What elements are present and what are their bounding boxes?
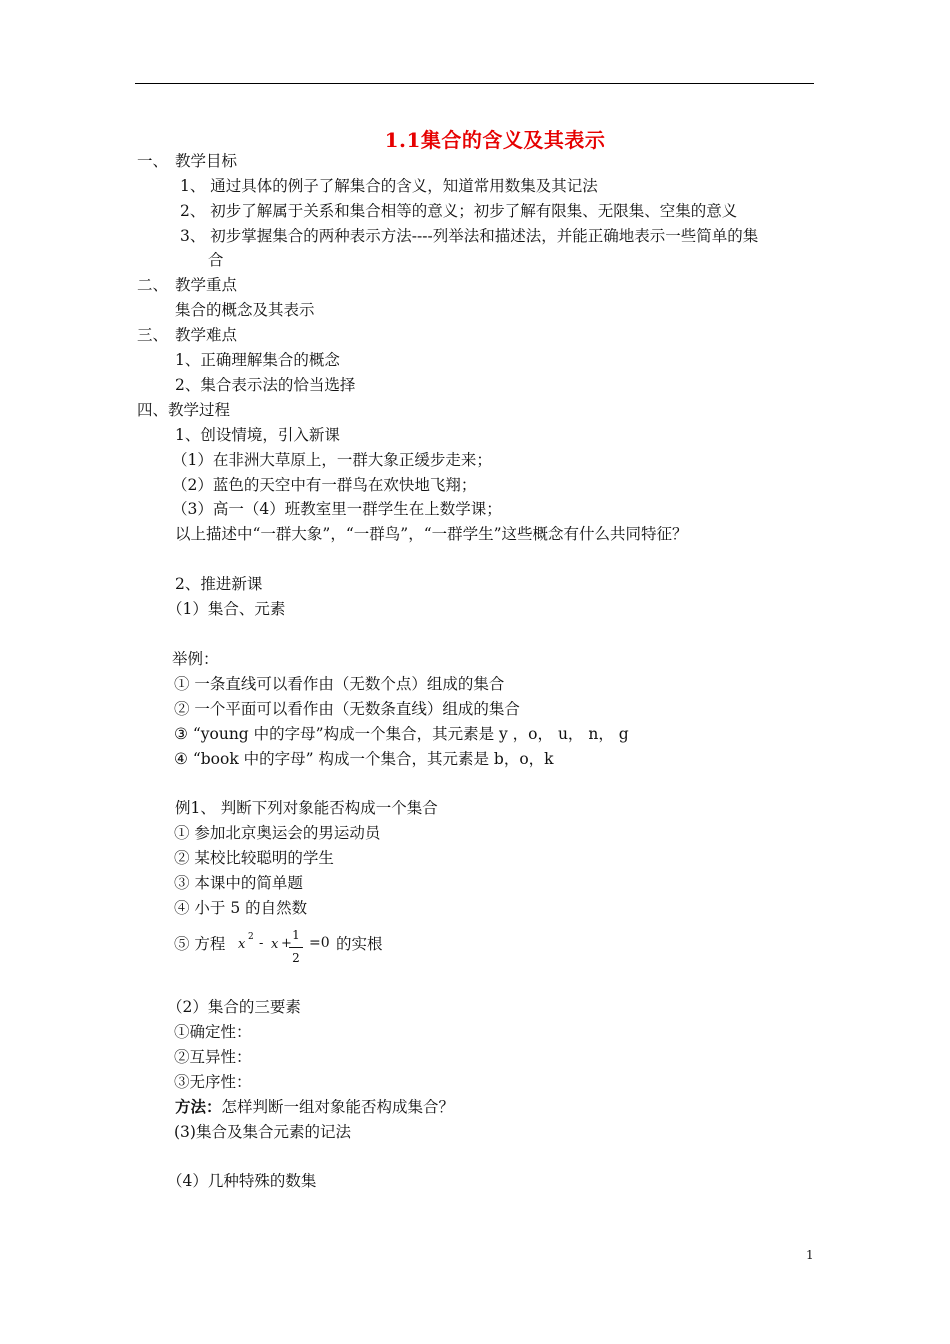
example-1-item: ② 某校比较聪明的学生 [174, 849, 334, 867]
example-1-item: ① 参加北京奥运会的男运动员 [174, 824, 381, 842]
fraction-numerator: 1 [292, 928, 300, 942]
equation-plus: + [281, 936, 292, 951]
scenario-item: （2）蓝色的天空中有一群鸟在欢快地飞翔； [172, 476, 477, 494]
difficulty-item: 2、集合表示法的恰当选择 [175, 376, 356, 394]
example-1-title: 例1、 判断下列对象能否构成一个集合 [175, 799, 438, 817]
section-1-number: 一、 [137, 152, 169, 170]
section-2-number: 二、 [137, 276, 169, 294]
example-item: ① 一条直线可以看作由（无数个点）组成的集合 [174, 675, 505, 693]
process-step-1-heading: 1、创设情境，引入新课 [175, 426, 340, 444]
header-rule [135, 83, 814, 84]
scenario-question: 以上描述中“一群大象”，“一群鸟”，“一群学生”这些概念有什么共同特征？ [175, 525, 688, 543]
element-property: ③无序性： [174, 1073, 252, 1091]
objective-item-cont: 合 [208, 251, 224, 269]
section-1-heading: 教学目标 [175, 152, 238, 170]
subsection-special-sets: （4）几种特殊的数集 [167, 1172, 317, 1190]
method-line [175, 1097, 454, 1117]
examples-label: 举例： [172, 650, 219, 668]
subsection-notation: (3)集合及集合元素的记法 [174, 1123, 351, 1141]
scenario-item: （3）高一（4）班教室里一群学生在上数学课； [172, 500, 502, 518]
fraction-denominator: 2 [292, 951, 300, 965]
section-3-heading: 教学难点 [175, 326, 238, 344]
element-property: ①确定性： [174, 1023, 252, 1041]
page-title: 1.1集合的含义及其表示 [384, 128, 606, 152]
subsection-set-element: （1）集合、元素 [167, 600, 286, 618]
method-text: 怎样判断一组对象能否构成集合？ [221, 1098, 455, 1116]
fraction-bar [289, 947, 303, 948]
equation-var-x: x [238, 937, 246, 952]
equation-exponent: 2 [248, 932, 254, 942]
equation-var-x2: x [271, 937, 279, 952]
example-item: ④ “book 中的字母” 构成一个集合，其元素是 b，o，k [174, 750, 554, 768]
equation-suffix: 的实根 [336, 935, 383, 953]
objective-item: 2、 初步了解属于关系和集合相等的意义；初步了解有限集、无限集、空集的意义 [180, 202, 738, 220]
example-1-item: ③ 本课中的简单题 [174, 874, 303, 892]
method-label: 方法： [175, 1097, 222, 1116]
process-step-2-heading: 2、推进新课 [175, 575, 263, 593]
equation-prefix: ⑤ 方程 [174, 935, 226, 953]
example-item: ③ “young 中的字母”构成一个集合，其元素是 y ，o， u， n， g [174, 725, 629, 743]
section-2-heading: 教学重点 [175, 276, 238, 294]
section-4-heading: 四、教学过程 [137, 401, 231, 419]
scenario-item: （1）在非洲大草原上，一群大象正缓步走来； [172, 451, 492, 469]
key-point-text: 集合的概念及其表示 [175, 301, 315, 319]
equation-equals: =0 [309, 935, 330, 951]
page-number: 1 [806, 1248, 814, 1262]
element-property: ②互异性： [174, 1048, 252, 1066]
section-3-number: 三、 [137, 326, 169, 344]
objective-item: 3、 初步掌握集合的两种表示方法----列举法和描述法，并能正确地表示一些简单的集 [180, 227, 759, 245]
example-1-item: ④ 小于 5 的自然数 [174, 899, 308, 917]
difficulty-item: 1、正确理解集合的概念 [175, 351, 340, 369]
subsection-three-elements: （2）集合的三要素 [167, 998, 301, 1016]
equation-minus: - [259, 936, 264, 951]
objective-item: 1、 通过具体的例子了解集合的含义，知道常用数集及其记法 [180, 177, 598, 195]
example-item: ② 一个平面可以看作由（无数条直线）组成的集合 [174, 700, 520, 718]
